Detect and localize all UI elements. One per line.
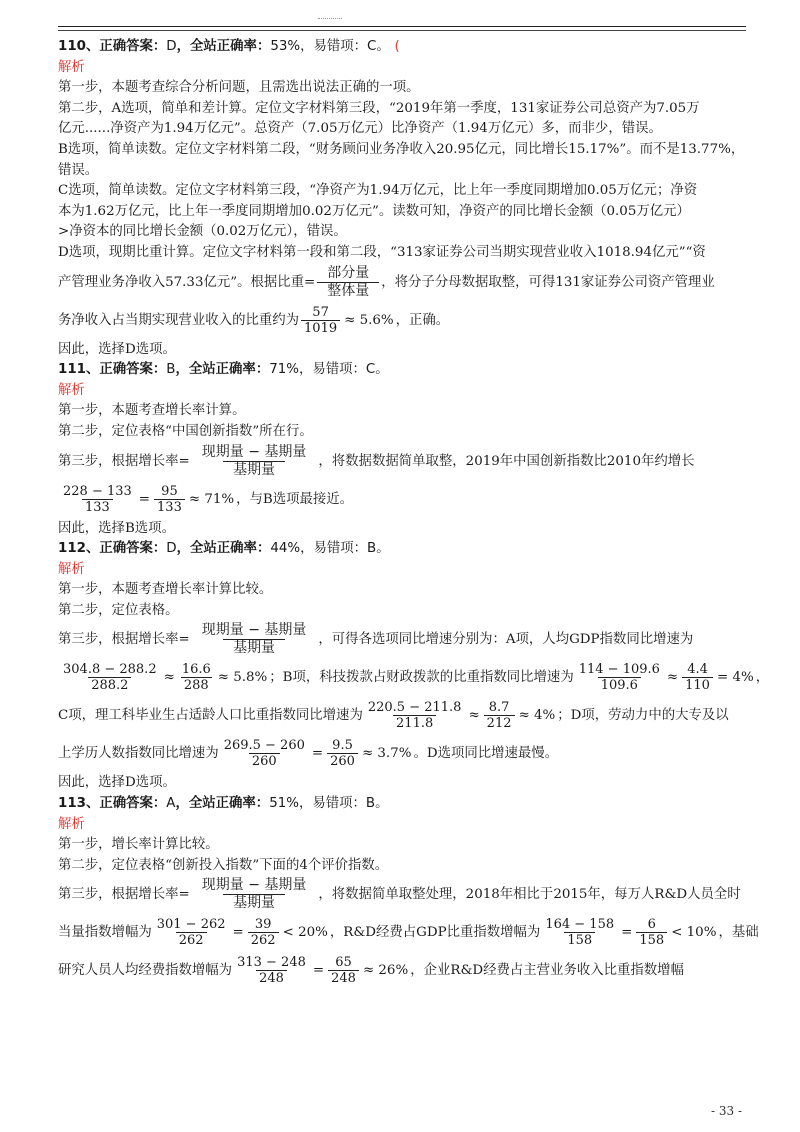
q111-step3-text: 第三步，根据增长率= [58, 453, 190, 469]
q110-label: 110、正确答案： [58, 39, 167, 54]
q110-formula-text-2: ，将分子分母数据取整，可得131家证券公司资产管理业 [381, 274, 715, 290]
formula-numerator: 部分量 [327, 264, 370, 281]
numerator: 313 − 248 [237, 955, 306, 971]
denominator: 248 [256, 970, 287, 986]
q110-formula-line [58, 264, 748, 302]
denominator: 211.8 [393, 715, 436, 731]
numerator: 9.5 [332, 738, 353, 754]
q112-option-d-text: ；D项，劳动力中的大专及以 [557, 708, 729, 724]
q113-option-c-text: 研究人员人均经费指数增幅为 [58, 963, 233, 979]
q113-calc-text: 当量指数增幅为 [58, 925, 152, 941]
denominator: 262 [176, 932, 207, 948]
q113-step2: 第二步，定位表格“创新投入指数”下面的4个评价指数。 [58, 857, 389, 873]
q112-rate-label: ，全站正确率： [176, 541, 271, 557]
page-header [0, 0, 800, 40]
q113-calc-c [58, 952, 748, 990]
growth-formula [192, 622, 317, 657]
denominator: 248 [328, 970, 359, 986]
q111-step2: 第二步，定位表格“中国创新指数”所在行。 [58, 423, 313, 439]
header-dots [318, 18, 342, 21]
q111-step3 [58, 443, 748, 481]
denominator: 260 [327, 753, 358, 769]
numerator: 65 [335, 955, 352, 971]
q110-calc-end: ，正确。 [395, 312, 450, 328]
q110-analysis-label: 解析 [58, 59, 85, 75]
q112-calc-end: 。D选项同比增速最慢。 [413, 746, 559, 762]
q112-step3 [58, 621, 748, 659]
numerator: 4.4 [687, 662, 708, 678]
q110-error-option: ，易错项：C。 [300, 39, 390, 54]
q112-rate: 44% [270, 541, 301, 557]
formula-denominator: 整体量 [317, 282, 379, 300]
growth-formula [192, 877, 317, 912]
q110-option-d: D选项，现期比重计算。定位文字材料第一段和第二段，“313家证券公司当期实现营业收入1018.94亿元”“资 [58, 244, 706, 260]
q111-step1: 第一步，本题考查增长率计算。 [58, 403, 246, 419]
calc-result: ≈ 3.7% [361, 746, 412, 762]
page-number: - 33 - [710, 1104, 742, 1118]
fraction [154, 484, 185, 515]
denominator: 109.6 [598, 677, 641, 693]
numerator: 8.7 [488, 700, 510, 716]
approx-sign: ≈ [163, 670, 175, 686]
fraction [328, 955, 359, 986]
q111-error-option: ，易错项：C。 [298, 362, 389, 378]
q111-label: 111、正确答案： [58, 362, 167, 378]
denominator: 260 [249, 753, 280, 769]
fraction [234, 955, 309, 986]
q111-answer: B [166, 362, 176, 378]
q112-conclusion: 因此，选择D选项。 [58, 775, 176, 791]
q112-label: 112、正确答案： [58, 541, 167, 557]
fraction [484, 700, 515, 731]
q110-step1: 第一步，本题考查综合分析问题，且需选出说法正确的一项。 [58, 80, 420, 96]
formula-numerator: 现期量 − 基期量 [201, 622, 307, 639]
denominator: 262 [248, 932, 279, 948]
fraction [248, 917, 279, 948]
q110-header [58, 37, 748, 58]
numerator: 301 − 262 [156, 917, 226, 933]
calc-result: = 4% [716, 670, 754, 686]
calc-result: < 10% [671, 925, 717, 941]
q113-label: 113、正确答案： [58, 796, 167, 812]
q112-calc-d [58, 735, 748, 773]
denominator: 110 [682, 677, 713, 693]
q111-analysis-label: 解析 [58, 382, 85, 398]
q113-analysis-label: 解析 [58, 816, 85, 832]
q113-step3-text-2: ，将数据简单取整处理，2018年相比于2015年，每万人R&D人员全时 [318, 887, 741, 903]
q112-calc-c [58, 697, 748, 735]
q110-step2: 第二步，A选项，简单和差计算。定位文字材料第三段，“2019年第一季度，131家证券公司总资产为7.05万 [58, 100, 700, 116]
denominator: 158 [564, 932, 595, 948]
fraction [179, 662, 214, 693]
numerator: 6 [647, 917, 656, 933]
denominator: 158 [636, 932, 667, 948]
calc-result: ≈ 71% [188, 491, 235, 507]
formula-numerator: 现期量 − 基期量 [201, 443, 307, 460]
header-rule [58, 26, 746, 27]
calc-result: ≈ 4% [518, 708, 556, 724]
calc-result: ≈ 26% [362, 963, 409, 979]
numerator: 304.8 − 288.2 [63, 662, 157, 678]
q112-answer: D [166, 541, 177, 557]
calc-result: < 20% [282, 925, 328, 941]
q111-header [58, 360, 748, 381]
q110-answer: D [166, 39, 177, 54]
numerator: 114 − 109.6 [578, 662, 660, 678]
header-rule-thin [58, 30, 746, 31]
numerator: 95 [161, 483, 178, 499]
fraction [576, 662, 663, 693]
q112-step3-text: 第三步，根据增长率= [58, 632, 190, 648]
q113-step1: 第一步，增长率计算比较。 [58, 837, 219, 853]
q113-calc-ab [58, 914, 759, 952]
q112-option-c-text: C项，理工科毕业生占适龄人口比重指数同比增速为 [58, 708, 363, 724]
q110-rate-label: ，全站正确率： [176, 39, 271, 54]
denominator: 212 [484, 715, 515, 731]
equals-sign: = [621, 925, 633, 941]
fraction [60, 484, 135, 515]
q110-option-b: B选项，简单读数。定位文字材料第二段，“财务顾问业务净收入20.95亿元，同比增长15.17%”。而不是13.77%， [58, 141, 745, 157]
q113-option-d-text: ，企业R&D经费占主营业务收入比重指数增幅 [410, 963, 684, 979]
numerator: 228 − 133 [63, 483, 132, 499]
q110-option-c-cont: 本为1.62万亿元，比上年一季度同期增加0.02万亿元”。读数可知，净资产的同比增长金额（0.05万亿元） [58, 203, 690, 219]
denominator: 1019 [301, 320, 340, 336]
q112-analysis-label: 解析 [58, 561, 85, 577]
numerator: 39 [254, 917, 272, 933]
q110-calc-text: 务净收入占当期实现营业收入的比重约为 [58, 312, 300, 328]
document-body [58, 37, 770, 990]
numerator: 269.5 − 260 [223, 738, 305, 754]
fraction [60, 662, 160, 693]
q113-step3-text: 第三步，根据增长率= [58, 887, 190, 903]
denominator: 288.2 [88, 677, 131, 693]
numerator: 220.5 − 211.8 [367, 700, 462, 716]
q111-rate-label: ，全站正确率： [175, 362, 270, 378]
formula-denominator: 基期量 [223, 461, 285, 479]
fraction [154, 917, 229, 948]
approx-sign: ≈ [666, 670, 679, 686]
fraction [682, 662, 713, 693]
q112-calc-ab: $\frac{304.8 - 288.2}{288.2}$ ≈ $\frac{16.6}{288}$ ≈ 5.8% ；B项，科技拨款占财政拨款的比重指数同比增速为 $\frac{114 - 109.6}{109.6}$ ≈ $\frac{4.4}{110}$ = 4% ， [58, 659, 748, 697]
q112-step3-text-2: ，可得各选项同比增速分别为：A项，人均GDP指数同比增速为 [318, 632, 694, 648]
formula-numerator: 现期量 − 基期量 [201, 877, 307, 894]
q112-error-option: ，易错项：B。 [300, 541, 390, 557]
numerator: 164 − 158 [545, 917, 615, 933]
equals-sign: = [232, 925, 244, 941]
q113-calc-end: ，基础 [718, 925, 759, 941]
fraction [327, 738, 358, 769]
denominator: 288 [181, 677, 212, 693]
q113-answer: A [166, 796, 176, 812]
q112-option-b-text: ；B项，科技拨款占财政拨款的比重指数同比增速为 [269, 670, 574, 686]
fraction [636, 917, 667, 948]
q113-header [58, 794, 748, 815]
ratio-formula [317, 265, 379, 300]
calc-result: ≈ 5.8% [217, 670, 268, 686]
q111-calc-line [58, 481, 748, 519]
q110-formula-text: 产管理业务净收入57.33亿元”。根据比重= [58, 274, 316, 290]
q111-conclusion: 因此，选择B选项。 [58, 520, 175, 536]
q113-rate-label: ，全站正确率： [175, 796, 270, 812]
q112-step1: 第一步，本题考查增长率计算比较。 [58, 582, 273, 598]
formula-denominator: 基期量 [223, 894, 285, 912]
fraction [542, 917, 617, 948]
q113-error-option: ，易错项：B。 [298, 796, 389, 812]
numerator: 16.6 [181, 662, 211, 678]
q110-option-c-end: >净资本的同比增长金额（0.02万亿元），错误。 [58, 224, 347, 240]
q111-step3-text-2: ，将数据数据简单取整，2019年中国创新指数比2010年约增长 [318, 453, 695, 469]
q110-paren-mark: ( [394, 39, 400, 54]
q113-option-b-text: ，R&D经费占GDP比重指数增幅为 [329, 925, 541, 941]
equals-sign: = [138, 491, 151, 507]
q112-option-d-cont: 上学历人数指数同比增速为 [58, 746, 219, 762]
q110-rate: 53% [270, 39, 301, 54]
denominator: 133 [82, 499, 113, 515]
equals-sign: = [312, 963, 325, 979]
q111-rate: 71% [269, 362, 299, 378]
q110-option-c: C选项，简单读数。定位文字材料第三段，“净资产为1.94万亿元，比上年一季度同期增加0.05万亿元；净资 [58, 183, 698, 199]
q112-step2: 第二步，定位表格。 [58, 602, 179, 618]
q110-option-b-cont: 错误。 [58, 162, 99, 178]
equals-sign: = [311, 746, 324, 762]
q113-step3 [58, 876, 748, 914]
q110-conclusion: 因此，选择D选项。 [58, 341, 176, 357]
denominator: 133 [154, 499, 185, 515]
fraction [221, 738, 308, 769]
q113-rate: 51% [269, 796, 299, 812]
approx-sign: ≈ [468, 708, 480, 724]
calc-result: ≈ 5.6% [344, 312, 394, 328]
fraction [365, 700, 465, 731]
fraction [301, 305, 340, 336]
growth-formula [192, 444, 317, 479]
q110-step2-cont: 亿元......净资产为1.94万亿元”。总资产（7.05万亿元）比净资产（1.94万亿元）多，而非少，错误。 [58, 121, 662, 137]
numerator: 57 [312, 304, 329, 320]
formula-denominator: 基期量 [223, 639, 285, 657]
q112-header [58, 539, 748, 560]
q111-calc-end: ，与B选项最接近。 [236, 491, 354, 507]
q110-calc-line [58, 302, 748, 340]
